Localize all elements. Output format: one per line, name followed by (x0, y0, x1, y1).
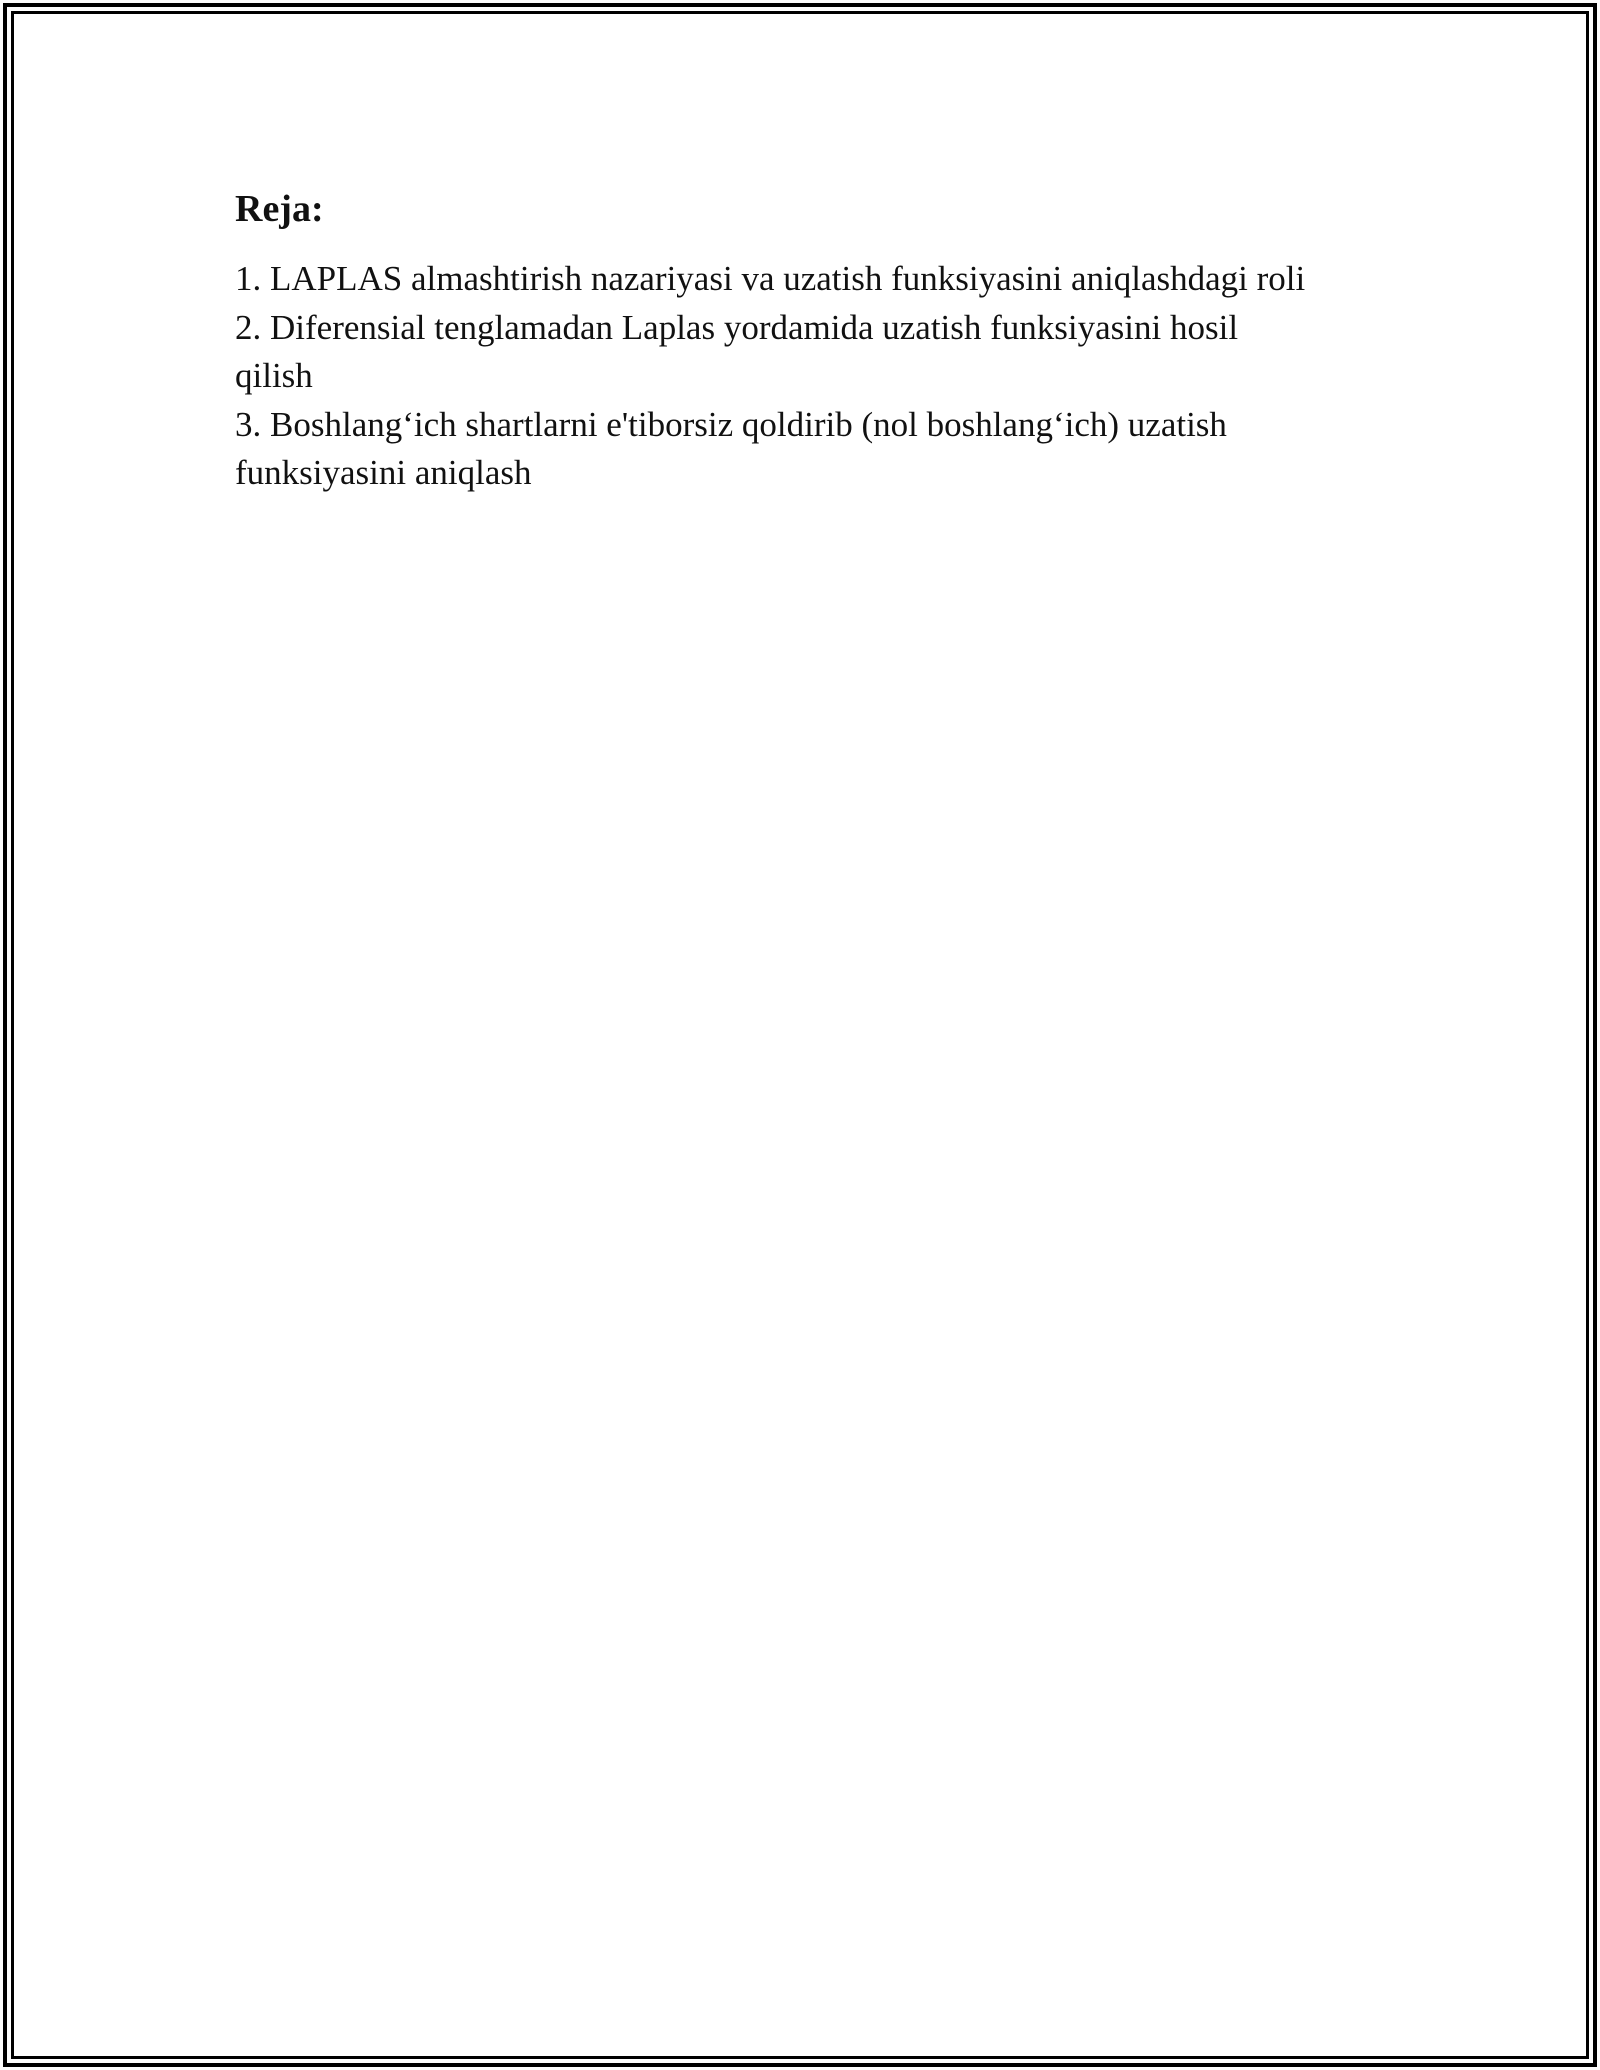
document-body (235, 185, 1375, 498)
plan-item-2 (235, 304, 1375, 401)
plan-item-3-text-continued: funksiyasini aniqlash (235, 453, 532, 492)
plan-item-2-text-continued: qilish (235, 356, 313, 395)
plan-item-3 (235, 401, 1375, 498)
plan-list (235, 255, 1375, 498)
plan-item-1 (235, 255, 1375, 304)
plan-item-1-text: 1. LAPLAS almashtirish nazariyasi va uzatish funksiyasini aniqlashdagi roli (235, 259, 1306, 298)
plan-item-3-text: 3. Boshlang‘ich shartlarni e'tiborsiz qoldirib (nol boshlang‘ich) uzatish (235, 404, 1227, 444)
plan-item-2-text: 2. Diferensial tenglamadan Laplas yordamida uzatish funksiyasini hosil (235, 307, 1239, 347)
plan-heading: Reja: (235, 188, 324, 230)
